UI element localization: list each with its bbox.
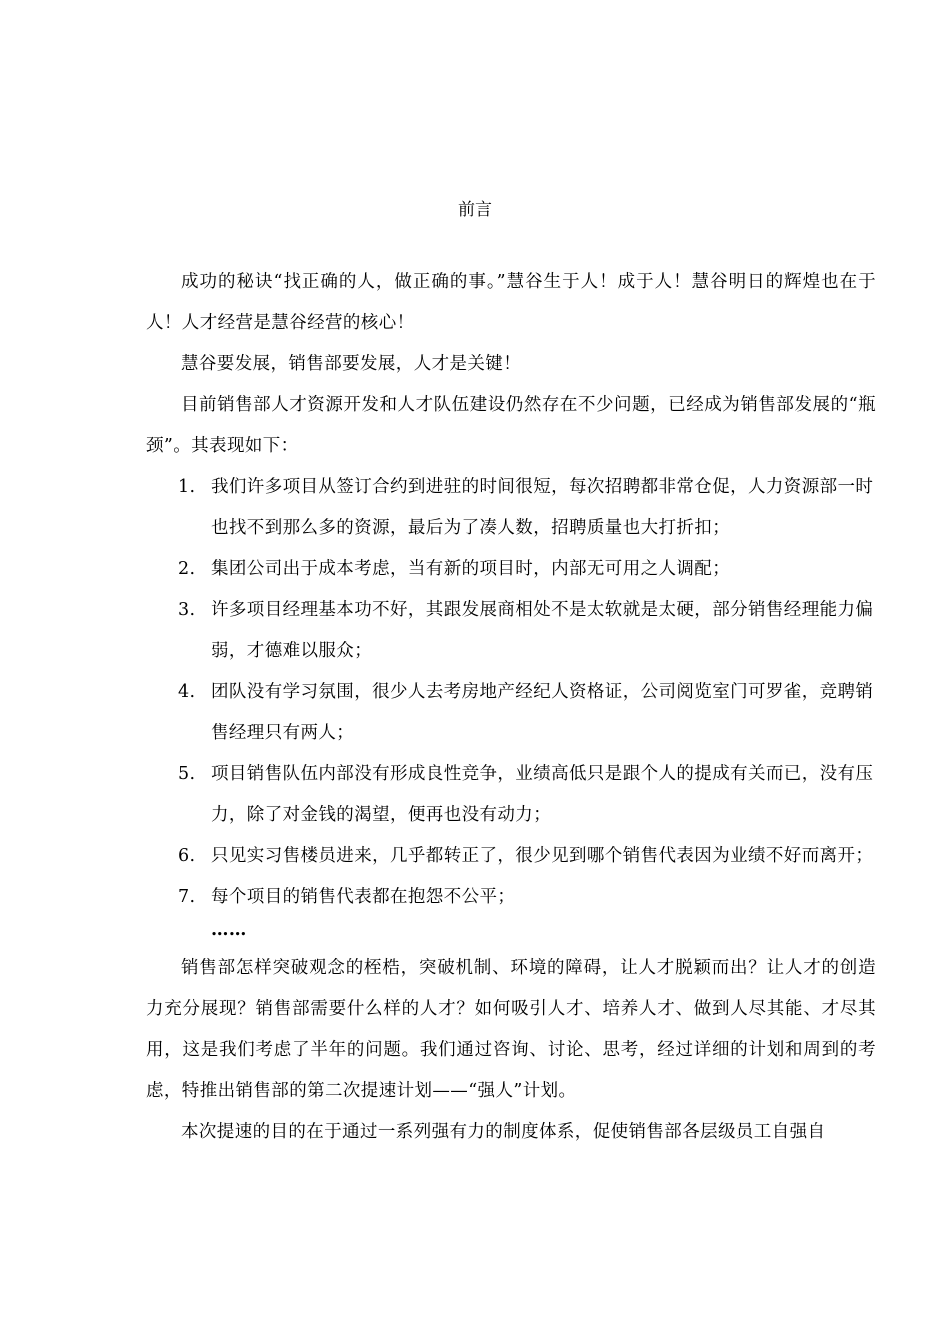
list-item — [146, 754, 876, 836]
list-item-number: 7. — [178, 887, 196, 907]
closing-paragraph-2: 本次提速的目的在于通过一系列强有力的制度体系，促使销售部各层级员工自强自 — [181, 1122, 826, 1142]
list-item — [146, 877, 876, 918]
list-item-text: 团队没有学习氛围，很少人去考房地产经纪人资格证，公司阅览室门可罗雀，竞聘销售经理只有两人； — [211, 682, 874, 743]
list-ellipsis: …… — [211, 920, 247, 940]
intro-paragraph-2: 慧谷要发展，销售部要发展，人才是关键！ — [181, 354, 522, 374]
list-item-number: 1. — [178, 477, 196, 497]
list-item-number: 6. — [178, 846, 196, 866]
list-item-number: 5. — [178, 764, 196, 784]
list-item — [146, 836, 876, 877]
list-item-text: 我们许多项目从签订合约到进驻的时间很短，每次招聘都非常仓促，人力资源部一时也找不到那么多的资源，最后为了凑人数，招聘质量也大打折扣； — [211, 477, 874, 538]
list-item-number: 4. — [178, 682, 196, 702]
list-item-text: 项目销售队伍内部没有形成良性竞争，业绩高低只是跟个人的提成有关而已，没有压力，除了对金钱的渴望，便再也没有动力； — [211, 764, 874, 825]
list-item — [146, 590, 876, 672]
list-item — [146, 467, 876, 549]
list-item-text: 每个项目的销售代表都在抱怨不公平； — [211, 887, 516, 907]
list-item-number: 3. — [178, 600, 196, 620]
intro-paragraph-1: 成功的秘诀“找正确的人，做正确的事。”慧谷生于人！成于人！慧谷明日的辉煌也在于人！人才经营是慧谷经营的核心！ — [146, 272, 876, 333]
document-body — [146, 262, 876, 1153]
list-item-text: 只见实习售楼员进来，几乎都转正了，很少见到哪个销售代表因为业绩不好而离开； — [211, 846, 874, 866]
intro-paragraph-3: 目前销售部人才资源开发和人才队伍建设仍然存在不少问题，已经成为销售部发展的“瓶颈”。其表现如下： — [146, 395, 876, 456]
list-item-number: 2. — [178, 559, 196, 579]
closing-paragraph-1: 销售部怎样突破观念的桎梏，突破机制、环境的障碍，让人才脱颖而出？让人才的创造力充分展现？销售部需要什么样的人才？如何吸引人才、培养人才、做到人尽其能、才尽其用，这是我们考虑了半年的问题。我们通过咨询、讨论、思考，经过详细的计划和周到的考虑，特推出销售部的第二次提速计划——“强人”计划。 — [146, 958, 876, 1101]
issue-list — [146, 467, 876, 918]
page-title: 前言 — [458, 200, 492, 220]
list-item-text: 集团公司出于成本考虑，当有新的项目时，内部无可用之人调配； — [211, 559, 731, 579]
list-item — [146, 672, 876, 754]
list-item — [146, 549, 876, 590]
list-item-text: 许多项目经理基本功不好，其跟发展商相处不是太软就是太硬，部分销售经理能力偏弱，才德难以服众； — [211, 600, 874, 661]
